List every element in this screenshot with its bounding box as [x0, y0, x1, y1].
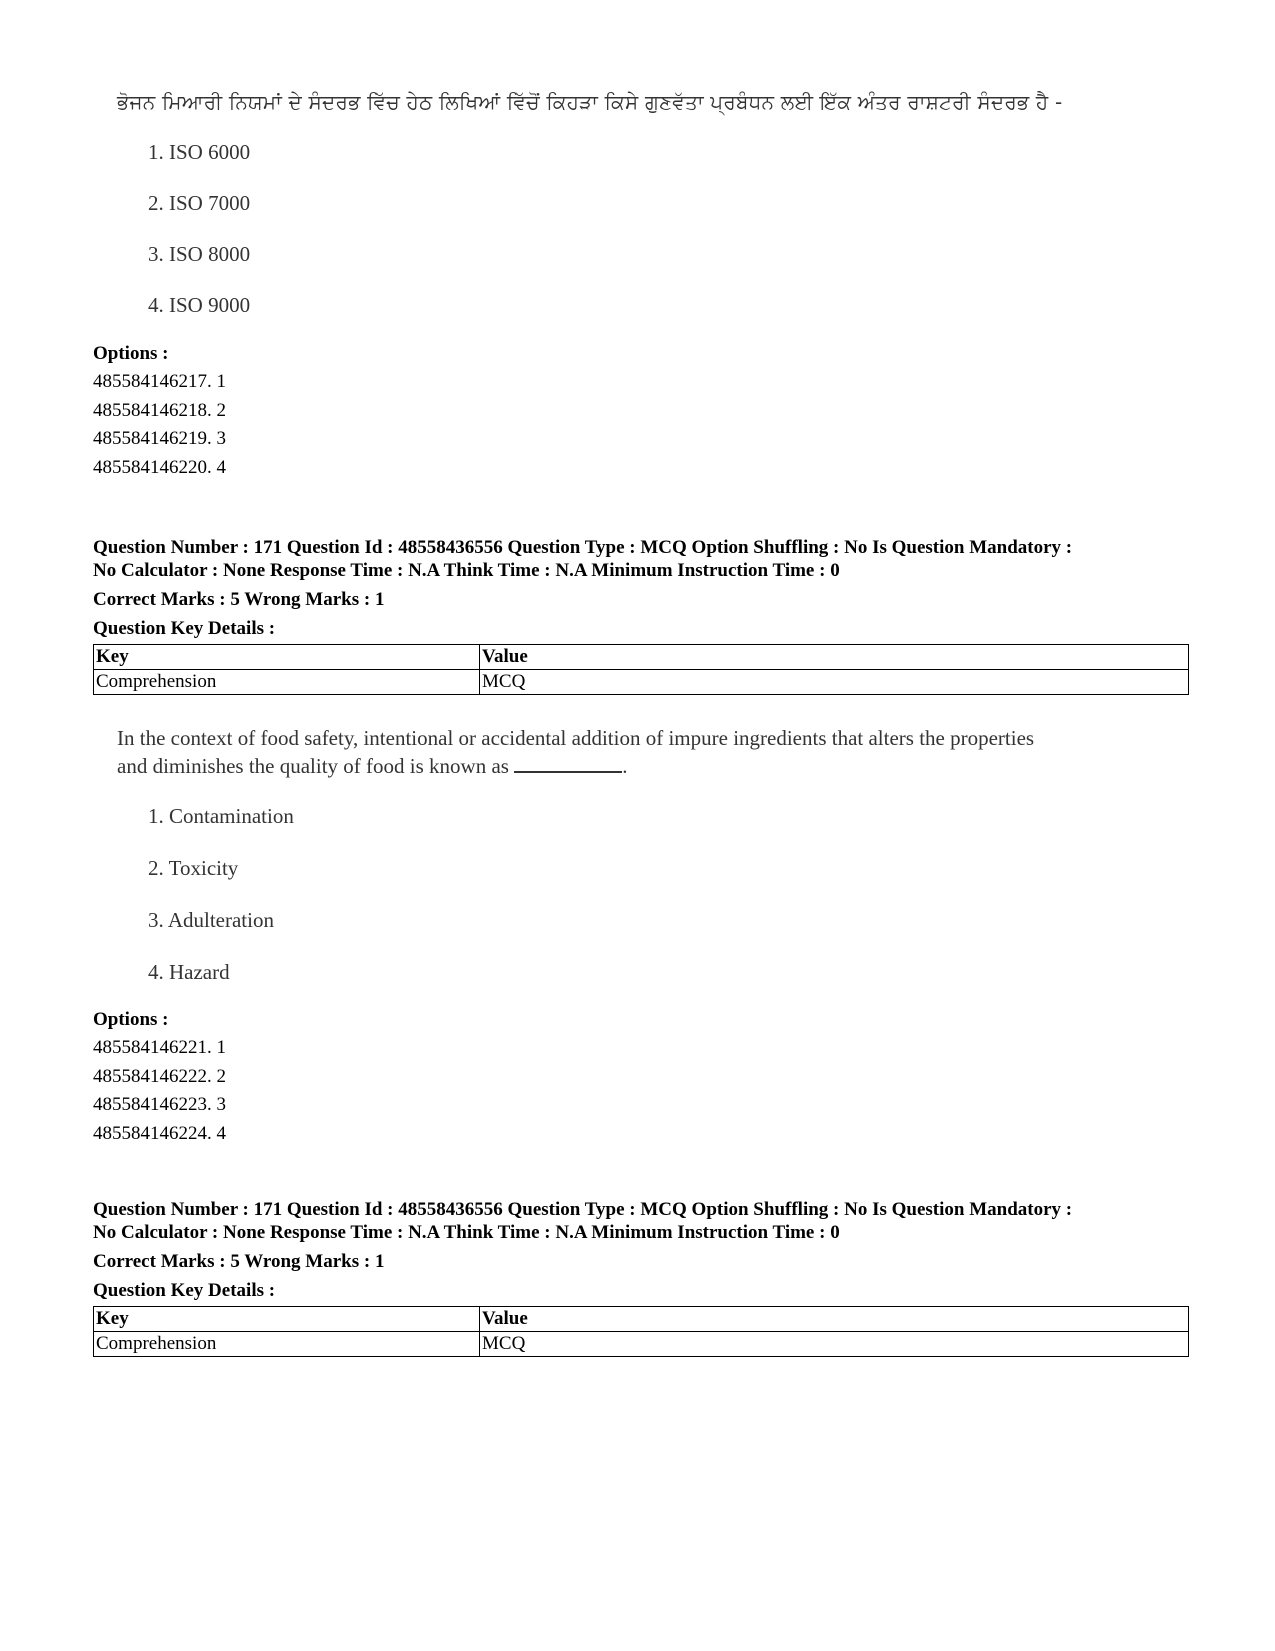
- question-a-choice-4: 4. ISO 9000: [148, 293, 251, 317]
- options-label: Options :: [93, 343, 169, 364]
- question-key-table-2: [93, 1306, 1189, 1357]
- question-b-choice-2: 2. Toxicity: [148, 856, 239, 880]
- table-cell-value: MCQ: [480, 1332, 1189, 1357]
- options-label: Options :: [93, 1009, 169, 1030]
- question-b-choice-3: 3. Adulteration: [148, 908, 274, 932]
- question-a-options: [93, 340, 1193, 482]
- table-header-row: [94, 645, 1189, 670]
- option-line: 485584146217. 1: [93, 371, 226, 392]
- meta-line-1: Question Number : 171 Question Id : 48558436556 Question Type : MCQ Option Shuffling : No Is Question Mandatory :: [93, 1199, 1073, 1220]
- option-line: 485584146218. 2: [93, 399, 226, 421]
- question-b-text-line-2: [117, 752, 1177, 780]
- question-b-text-end: .: [622, 754, 628, 778]
- option-line: 485584146222. 2: [93, 1065, 226, 1087]
- option-line: 485584146219. 3: [93, 428, 226, 449]
- table-header-value: Value: [480, 645, 1189, 670]
- meta-line-2: No Calculator : None Response Time : N.A Think Time : N.A Minimum Instruction Time : 0: [93, 560, 840, 581]
- table-row: [94, 670, 1189, 695]
- question-meta-1: [93, 536, 1203, 640]
- option-line: 485584146220. 4: [93, 456, 226, 478]
- question-b-image: [117, 724, 1177, 994]
- question-a-image: [117, 88, 1177, 328]
- question-key-table-1: [93, 644, 1189, 695]
- option-line: 485584146221. 1: [93, 1037, 226, 1058]
- marks-line: Correct Marks : 5 Wrong Marks : 1: [93, 1251, 385, 1272]
- option-line: 485584146223. 3: [93, 1094, 226, 1115]
- meta-line-1: Question Number : 171 Question Id : 48558436556 Question Type : MCQ Option Shuffling : No Is Question Mandatory :: [93, 537, 1073, 558]
- question-meta-2: [93, 1198, 1203, 1302]
- table-header-value: Value: [480, 1307, 1189, 1332]
- question-b-text-line-2-words: and diminishes the quality of food is known as: [117, 754, 509, 778]
- table-row: [94, 1332, 1189, 1357]
- question-b-choice-4: 4. Hazard: [148, 960, 230, 984]
- table-header-key: Key: [94, 645, 480, 670]
- option-line: 485584146224. 4: [93, 1122, 226, 1144]
- key-details-label: Question Key Details :: [93, 618, 276, 639]
- marks-line: Correct Marks : 5 Wrong Marks : 1: [93, 589, 385, 610]
- question-a-choice-1: 1. ISO 6000: [148, 140, 251, 164]
- table-header-key: Key: [94, 1307, 480, 1332]
- table-cell-value: MCQ: [480, 670, 1189, 695]
- answer-blank: [514, 753, 622, 773]
- table-cell-key: Comprehension: [94, 1332, 480, 1357]
- table-header-row: [94, 1307, 1189, 1332]
- question-b-options: [93, 1006, 1193, 1148]
- question-b-choice-1: 1. Contamination: [148, 804, 294, 828]
- question-b-text-line-1: In the context of food safety, intentional or accidental addition of impure ingredients that alters the properties: [117, 726, 1035, 750]
- key-details-label: Question Key Details :: [93, 1280, 276, 1301]
- question-a-choice-3: 3. ISO 8000: [148, 242, 251, 266]
- meta-line-2: No Calculator : None Response Time : N.A Think Time : N.A Minimum Instruction Time : 0: [93, 1222, 840, 1243]
- table-cell-key: Comprehension: [94, 670, 480, 695]
- question-a-choice-2: 2. ISO 7000: [148, 191, 251, 215]
- question-a-text: ਭੋਜਨ ਮਿਆਰੀ ਨਿਯਮਾਂ ਦੇ ਸੰਦਰਭ ਵਿੱਚ ਹੇਠ ਲਿਖਿਆਂ ਵਿੱਚੋਂ ਕਿਹੜਾ ਕਿਸੇ ਗੁਣਵੱਤਾ ਪ੍ਰਬੰਧਨ ਲਈ ਇੱਕ ਅੰਤਰ ਰਾਸ਼ਟਰੀ ਸੰਦਰਭ ਹੈ -: [117, 90, 1063, 114]
